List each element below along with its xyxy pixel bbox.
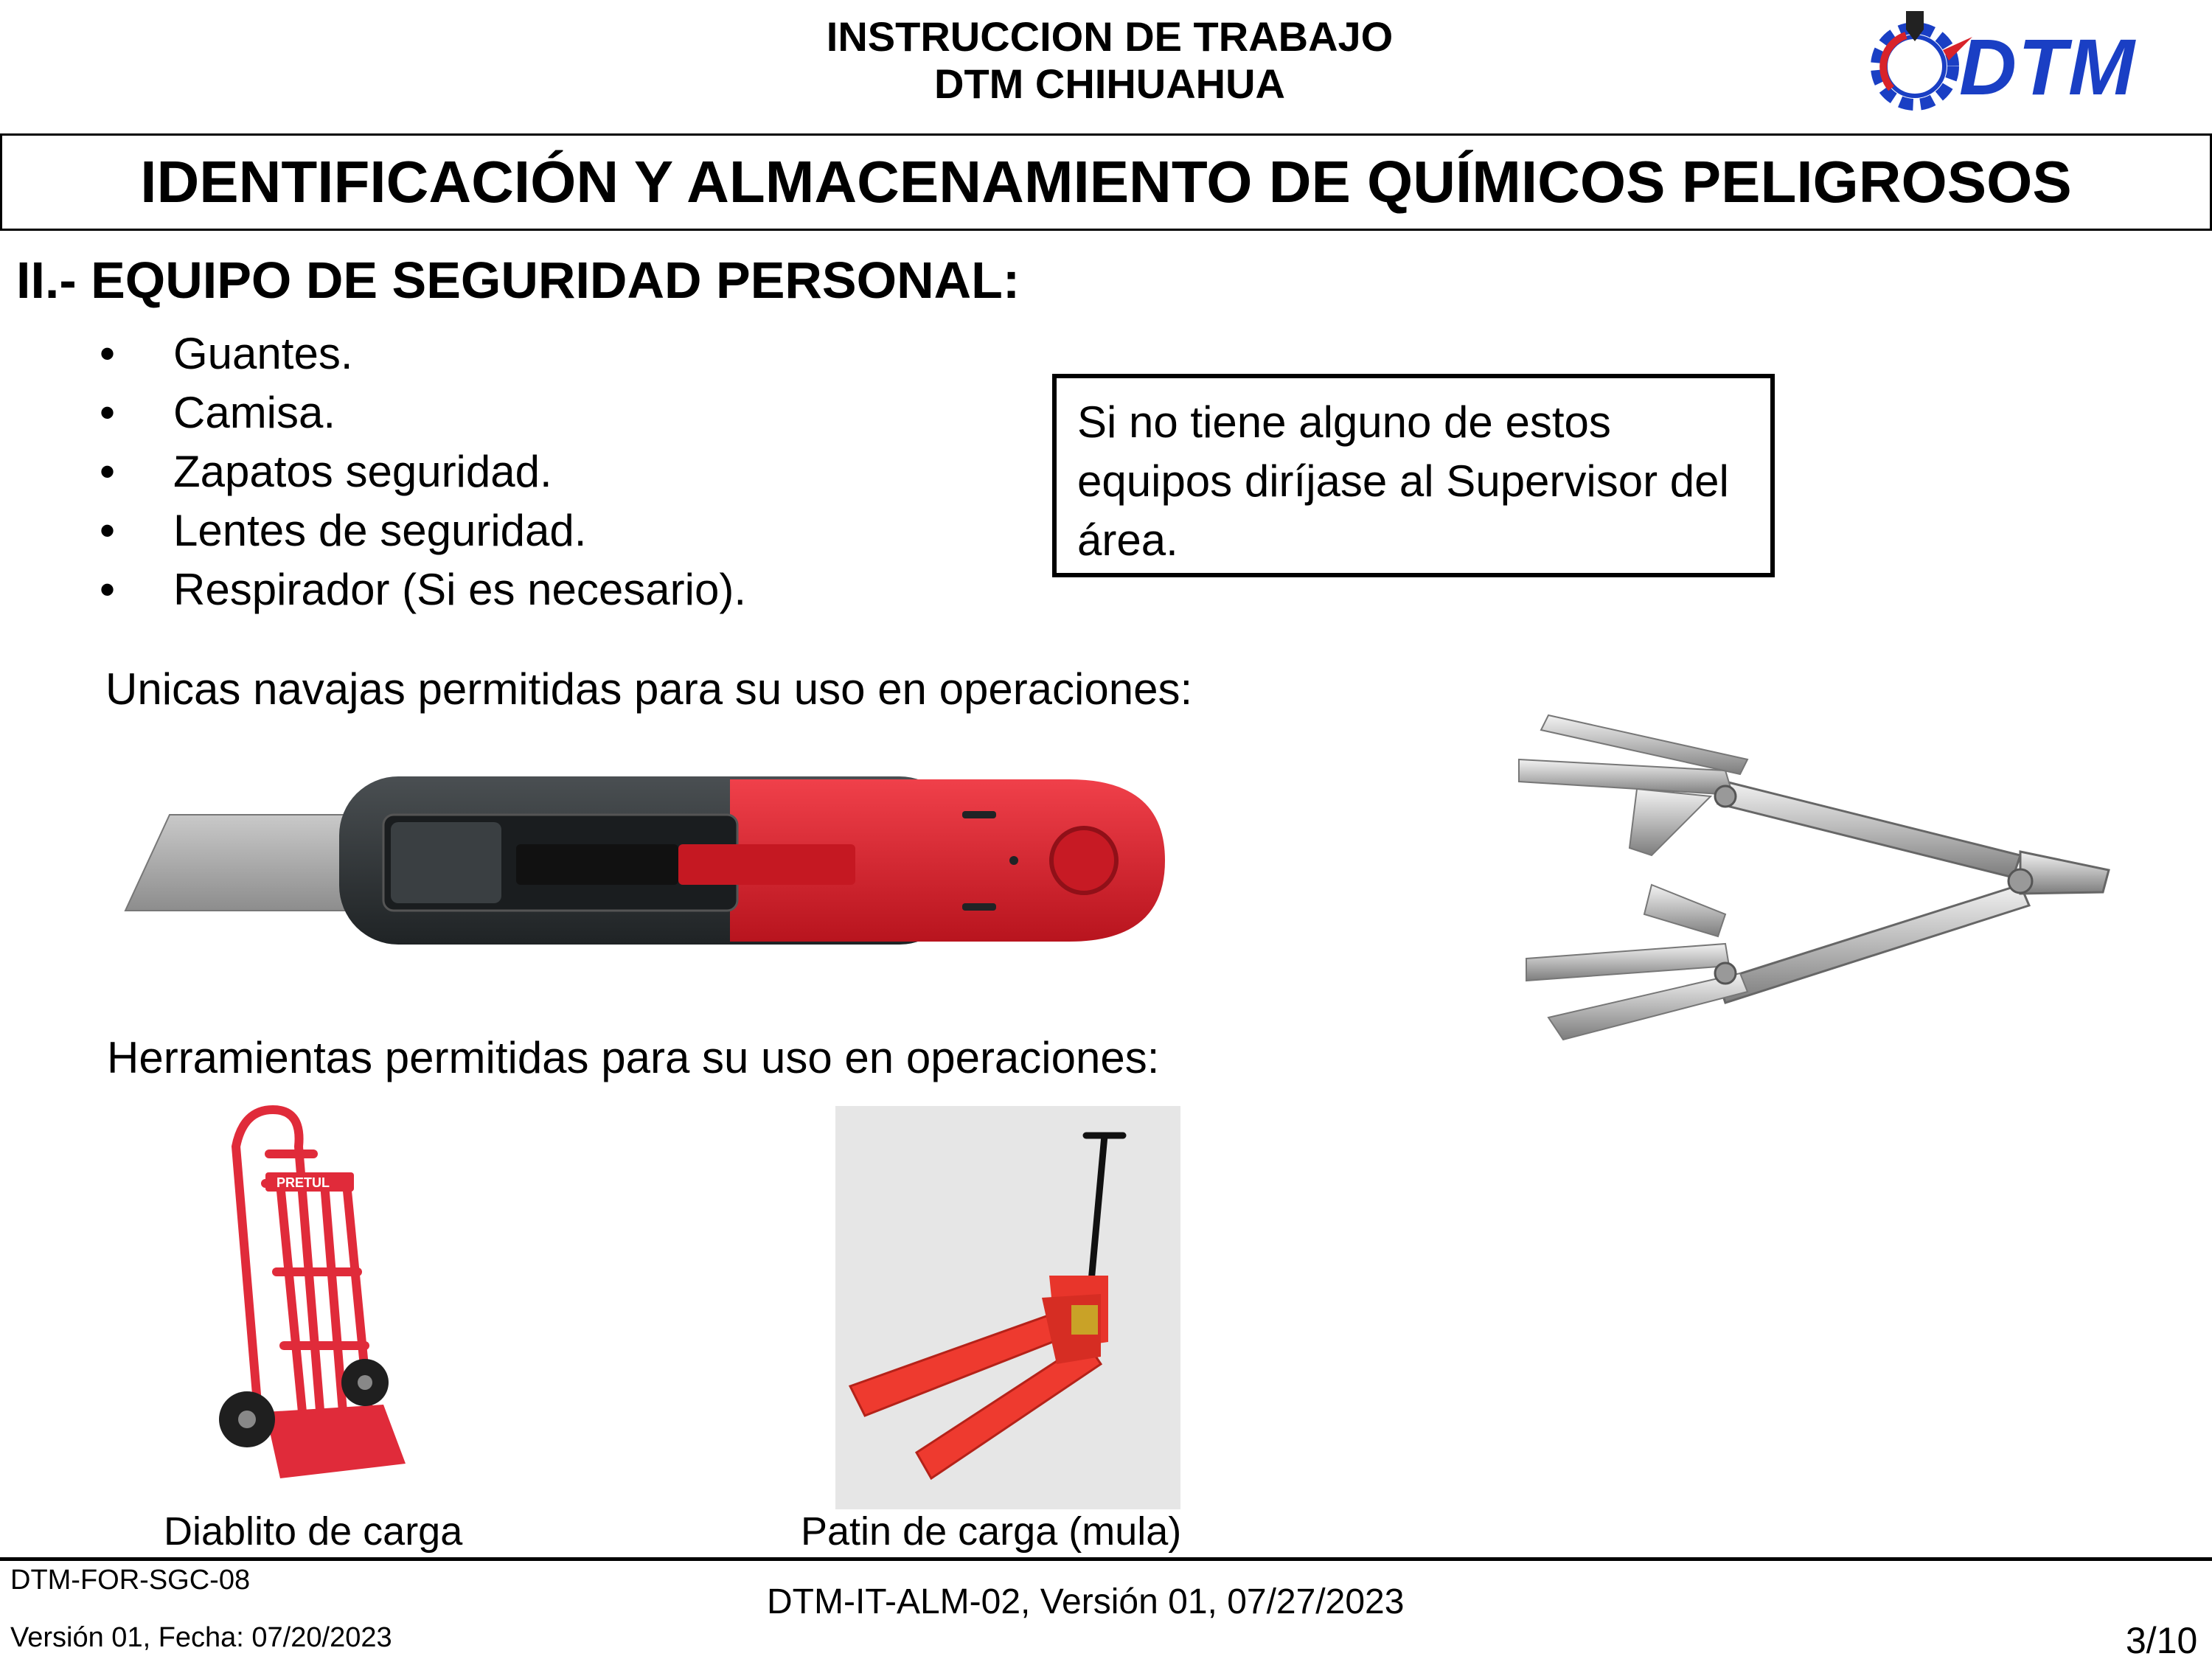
bullet-icon: • [100, 447, 116, 496]
gear-icon [1877, 11, 1972, 105]
list-item-text: Lentes de seguridad. [173, 506, 587, 555]
bullet-icon: • [100, 506, 116, 555]
knives-label: Unicas navajas permitidas para su uso en operaciones: [105, 664, 1193, 714]
hand-truck-brand: PRETUL [276, 1175, 330, 1190]
document-title-box [0, 133, 2212, 231]
dtm-logo [1862, 7, 2186, 118]
list-item [100, 442, 746, 501]
safety-cutter-image [118, 763, 1172, 959]
bullet-icon: • [100, 329, 116, 378]
hand-truck-caption: Diablito de carga [164, 1509, 463, 1554]
logo-wordmark: DTM [1959, 22, 2136, 111]
bullet-icon: • [100, 565, 116, 614]
pallet-jack-caption: Patin de carga (mula) [801, 1509, 1182, 1554]
supervisor-note: Si no tiene alguno de estos equipos diríjase al Supervisor del área. [1052, 374, 1775, 577]
list-item [100, 560, 746, 619]
hand-truck-image [214, 1102, 428, 1489]
form-version: Versión 01, Fecha: 07/20/2023 [10, 1622, 392, 1653]
list-item-text: Respirador (Si es necesario). [173, 565, 746, 614]
bullet-icon: • [100, 388, 116, 437]
list-item [100, 501, 746, 560]
header-line-1: INSTRUCCION DE TRABAJO [826, 13, 1394, 60]
page-number: 3/10 [2126, 1620, 2198, 1659]
list-item-text: Camisa. [173, 388, 336, 437]
list-item-text: Guantes. [173, 329, 353, 378]
document-reference: DTM-IT-ALM-02, Versión 01, 07/27/2023 [767, 1582, 1405, 1621]
footer-divider [0, 1557, 2212, 1561]
multitool-image [1504, 700, 2116, 1047]
tools-label: Herramientas permitidas para su uso en operaciones: [107, 1033, 1160, 1082]
section-heading: II.- EQUIPO DE SEGURIDAD PERSONAL: [16, 251, 1020, 309]
document-title: IDENTIFICACIÓN Y ALMACENAMIENTO DE QUÍMICOS PELIGROSOS [140, 149, 2072, 215]
pallet-jack-image [835, 1106, 1180, 1509]
form-code: DTM-FOR-SGC-08 [10, 1565, 251, 1596]
list-item-text: Zapatos seguridad. [173, 447, 552, 496]
list-item [100, 383, 746, 442]
ppe-list [100, 324, 746, 619]
list-item [100, 324, 746, 383]
header-line-2: DTM CHIHUAHUA [934, 60, 1285, 107]
